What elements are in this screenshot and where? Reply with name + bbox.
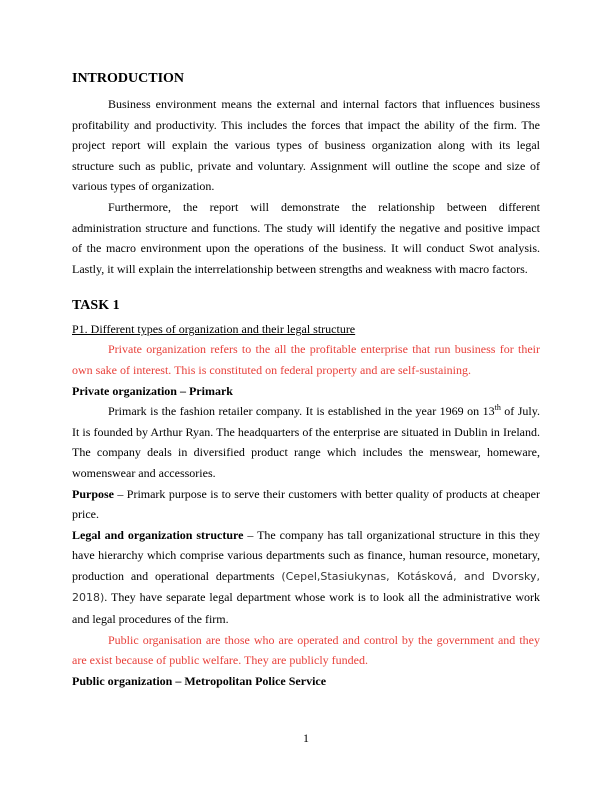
page-number: 1 [303,731,309,745]
purpose-paragraph [72,484,540,525]
citation: (Cepel,Stasiukynas, Kotásková, and Dvorsky, 2018) [72,569,540,605]
introduction-heading: INTRODUCTION [72,71,185,86]
introduction-paragraph-2: Furthermore, the report will demonstrate the relationship between different administration structure and functions. The study will identify the negative and positive impact of the macro environment upon the operations of the business. It will conduct Swot analysis. Lastly, it will explain the interrelationship between strengths and weakness with macro factors. [72,199,540,276]
primark-text-rest: of July. It is founded by Arthur Ryan. The headquarters of the enterprise are situated in Dublin in Ireland. The company deals in diversified product range which includes the menswear, homeware, womenswear and accessories. [72,404,540,480]
legal-structure-text-end: . They have separate legal department whose work is to look all the administrative work and legal procedures of the firm. [72,590,540,627]
primark-paragraph [72,401,540,483]
purpose-text: – Primark purpose is to serve their customers with better quality of products at cheaper price. [72,486,540,522]
private-organization-heading: Private organization – Primark [72,383,233,398]
public-organization-heading: Public organization – Metropolitan Police Service [72,673,327,688]
ordinal-superscript: th [494,403,501,413]
document-page [72,70,540,691]
introduction-paragraph-1: Business environment means the external and internal factors that influences business profitability and productivity. This includes the forces that impact the ability of the firm. The project report will explain the various types of business organization along with its legal structure such as public, private and voluntary. Assignment will outline the scope and size of various types of organization. [72,97,540,194]
primark-text-start: Primark is the fashion retailer company. It is established in the year 1969 on 13 [108,404,495,419]
task-1-heading: TASK 1 [72,298,120,314]
task-1-subheading: P1. Different types of organization and their legal structure [72,322,356,337]
legal-structure-text: – The company has tall organizational structure in this they have hierarchy which comprise various departments such as finance, human resource, monetary, production and operational departments [72,527,540,583]
legal-structure-label: Legal and organization structure [72,527,244,542]
private-organization-definition: Private organization refers to the all the profitable enterprise that run business for their own sake of interest. This is constituted on federal property and are self-sustaining. [72,342,540,377]
purpose-label: Purpose [72,486,114,501]
legal-structure-paragraph [72,525,540,630]
public-organization-definition: Public organisation are those who are operated and control by the government and they are exist because of public welfare. They are publicly funded. [72,632,540,668]
